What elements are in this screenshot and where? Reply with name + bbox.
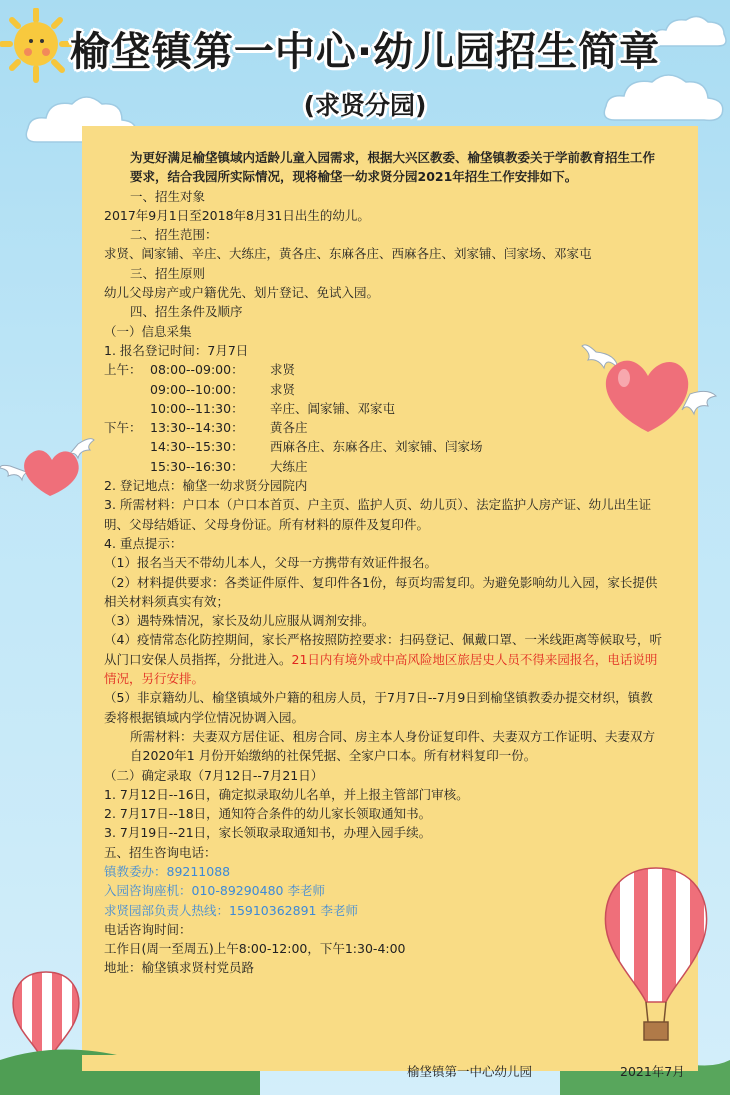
registration-place: 2. 登记地点：榆垡一幼求贤分园院内 — [104, 478, 308, 494]
schedule-row — [104, 457, 664, 476]
schedule-place: 黄各庄 — [270, 420, 308, 436]
schedule-row — [104, 399, 664, 418]
section-range-body: 求贤、阊家铺、辛庄、大练庄，黄各庄、东麻各庄、西麻各庄、刘家铺、闫家场、邓家屯 — [104, 246, 592, 262]
note-2: （2）材料提供要求：各类证件原件、复印件各1份，每页均需复印。为避免影响幼儿入园，家长提供相关材料须真实有效； — [104, 574, 658, 609]
note-5: （5）非京籍幼儿、榆垡镇域外户籍的租房人员，于7月7日--7月9日到榆垡镇教委办提交材织，镇教委将根据镇域内学位情况协调入园。 — [104, 690, 653, 725]
note-4 — [104, 630, 664, 688]
note-5-materials: 所需材料：夫妻双方居住证、租房合同、房主本人身份证复印件、夫妻双方工作证明、夫妻双方自2020年1 月份开始缴纳的社保凭据、全家户口本。所有材料复印一份。 — [130, 728, 656, 764]
schedule-label — [104, 437, 150, 456]
phone-edu-office: 镇教委办：89211088 — [104, 863, 231, 879]
intro-text: 为更好满足榆垡镇域内适龄儿童入园需求，根据大兴区教委、榆垡镇教委关于学前教育招生工作要求，结合我园所实际情况，现将榆垡一幼求贤分园2021年招生工作安排如下。 — [130, 150, 656, 185]
schedule-place: 大练庄 — [270, 458, 308, 474]
admission-step-3: 3. 7月19日--21日，家长领取录取通知书，办理入园手续。 — [104, 825, 432, 841]
address: 地址：榆垡镇求贤村党员路 — [104, 960, 255, 976]
schedule-time: 10:00--11:30： — [150, 400, 244, 416]
section-target-body: 2017年9月1日至2018年8月31日出生的幼儿。 — [104, 207, 370, 223]
hours-title: 电话咨询时间： — [104, 921, 192, 937]
schedule-place: 求贤 — [270, 381, 296, 397]
winged-heart-left-icon — [0, 430, 96, 500]
schedule-label: 上午： — [104, 362, 142, 378]
phone-hotline: 求贤园部负责人热线：15910362891 李老师 — [104, 902, 358, 918]
schedule-row — [104, 437, 664, 456]
schedule-time: 08:00--09:00： — [150, 362, 244, 378]
section-contact-title: 五、招生咨询电话： — [104, 844, 217, 860]
schedule-label — [104, 399, 150, 418]
registration-time: 1. 报名登记时间：7月7日 — [104, 342, 249, 358]
section-conditions-title: 四、招生条件及顺序 — [130, 304, 243, 320]
schedule-place: 西麻各庄、东麻各庄、刘家铺、闫家场 — [270, 439, 483, 455]
note-1: （1）报名当天不带幼儿本人，父母一方携带有效证件报名。 — [104, 555, 437, 571]
schedule-place: 求贤 — [270, 362, 296, 378]
panel-bottom-strip — [82, 1055, 698, 1071]
page-subtitle: (求贤分园) — [303, 91, 427, 120]
schedule-row — [104, 418, 664, 437]
section-range-title: 二、招生范围： — [130, 227, 218, 243]
schedule-time: 09:00--10:00： — [150, 381, 244, 397]
subsection-info-title: （一）信息采集 — [104, 323, 192, 339]
schedule-label: 下午： — [104, 420, 142, 436]
note-4-text: （4）疫情常态化防控期间，家长严格按照防控要求：扫码登记、佩戴口罩、一米线距离等候取号，听从门口安保人员指挥，分批进入。 — [104, 632, 662, 667]
consult-hours: 工作日(周一至周五)上午8:00-12:00，下午1:30-4:00 — [104, 941, 406, 957]
schedule-label — [104, 380, 150, 399]
admission-step-2: 2. 7月17日--18日，通知符合条件的幼儿家长领取通知书。 — [104, 806, 432, 822]
schedule-time: 15:30--16:30： — [150, 458, 244, 474]
page-title: 榆垡镇第一中心·幼儿园招生简章 — [69, 29, 661, 75]
schedule-place: 辛庄、阊家铺、邓家屯 — [270, 400, 396, 416]
section-target-title: 一、招生对象 — [130, 188, 206, 204]
note-4-warning: 21日内有境外或中高风险地区旅居史人员不得来园报名，电话说明情况，另行安排。 — [104, 651, 658, 687]
phone-enrollment: 入园咨询座机：010-89290480 李老师 — [104, 883, 325, 899]
footer-organization: 榆垡镇第一中心幼儿园 — [407, 1064, 533, 1079]
schedule-label — [104, 457, 150, 476]
subsection-admission-title: （二）确定录取（7月12日--7月21日） — [104, 767, 324, 783]
section-principle-title: 三、招生原则 — [130, 265, 206, 281]
note-3: （3）遇特殊情况，家长及幼儿应服从调剂安排。 — [104, 613, 375, 629]
admission-step-1: 1. 7月12日--16日，确定拟录取幼儿名单，并上报主管部门审核。 — [104, 786, 469, 802]
schedule-time: 13:30--14:30： — [150, 420, 244, 436]
schedule-row — [104, 360, 664, 379]
schedule-time: 14:30--15:30： — [150, 439, 244, 455]
footer-date: 2021年7月 — [620, 1064, 685, 1079]
schedule-row — [104, 380, 664, 399]
section-principle-body: 幼儿父母房产或户籍优先、划片登记、免试入园。 — [104, 285, 380, 301]
required-materials: 3. 所需材料：户口本（户口本首页、户主页、监护人页、幼儿页）、法定监护人房产证、幼儿出生证明、父母结婚证、父母身份证。所有材料的原件及复印件。 — [104, 497, 652, 532]
content-body — [104, 148, 664, 978]
notes-title: 4. 重点提示： — [104, 535, 183, 551]
